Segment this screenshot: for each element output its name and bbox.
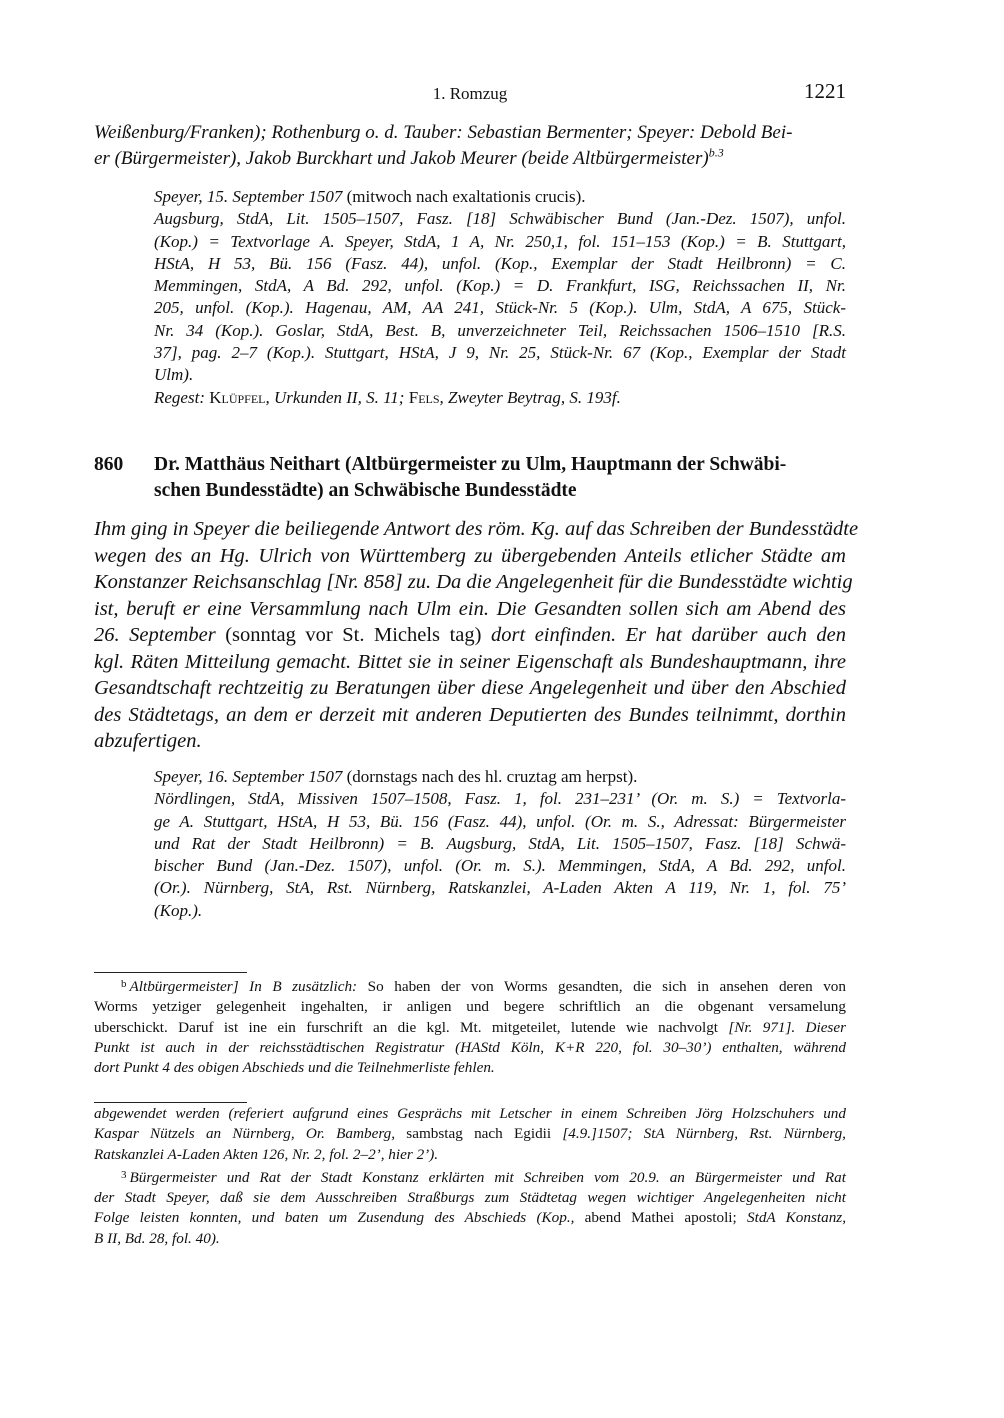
source-line: (Kop.). [154,900,203,920]
summary-line: kgl. Räten Mitteilung gemacht. Bittet sie in seiner Eigenschaft als Bundeshauptmann, ihre [94,650,846,673]
source-line: Ulm). [154,365,194,385]
continuation-text [94,120,846,172]
summary-line: abzufertigen. [94,730,202,752]
continuation-line [94,146,846,172]
running-header-section: 1. Romzug [432,84,508,103]
summary-line: Konstanzer Reichsanschlag [Nr. 858] zu. Da die Angelegenheit für die Bundesstädte wichtig [94,571,853,593]
footnote-line: Worms yetziger gelegenheit ingehalten, ir anligen und begere schriftlich an die obgenant versamelung [94,998,846,1016]
source-line: ge A. Stuttgart, HStA, H 53, Bü. 156 (Fasz. 44), unfol. (Or. m. S., Adressat: Bürgermeister [154,811,846,831]
source-line: und Rat der Stadt Heilbronn) = B. Augsburg, StdA, Lit. 1505–1507, Fasz. [18] Schwä- [154,833,846,853]
source-line: (Kop.) = Textvorlage A. Speyer, StdA, 1 A, Nr. 250,1, fol. 151–153 (Kop.) = B. Stuttgart, [154,231,846,251]
footnote-b [94,974,846,1078]
source-line: 37], pag. 2–7 (Kop.). Stuttgart, HStA, J 9, Nr. 25, Stück-Nr. 67 (Kop., Exemplar der Stadt [154,343,846,363]
source-line: (Or.). Nürnberg, StA, Rst. Nürnberg, Ratskanzlei, A-Laden Akten A 119, Nr. 1, fol. 75’ [154,878,846,898]
source-date-line [154,186,846,208]
regest-author: Fels [408,387,440,407]
summary-line: Ihm ging in Speyer die beiliegende Antwort des röm. Kg. auf das Schreiben der Bundesstädte [94,518,859,540]
document-title [154,452,846,504]
footnote-text: So haben der von Worms gesandten, die sich in ansehen deren von [357,978,846,995]
source-line: Nördlingen, StdA, Missiven 1507–1508, Fasz. 1, fol. 231–231’ (Or. m. S.) = Textvorla- [154,789,846,809]
source-date-place: Speyer, 16. September 1507 [154,767,343,786]
footnote-mark: b [121,978,127,990]
footnote-line [94,1208,846,1228]
footnote-ref: [Nr. 971]. Dieser [728,1018,846,1036]
footnote-line [94,1124,846,1144]
source-date-place: Speyer, 15. September 1507 [154,187,343,206]
footnote-line [94,1018,846,1038]
footnote-line [94,974,846,997]
summary-line: Gesandtschaft rechtzeitig zu Beratungen über diese Angelegenheit und über den Abschied [94,677,846,699]
running-header [94,79,846,108]
footnote-text: [4.9.]1507; StA Nürnberg, Rst. Nürnberg, [562,1125,846,1143]
source-line: Memmingen, StdA, A Bd. 292, unfol. (Kop.) = D. Frankfurt, ISG, Reichssachen II, Nr. [154,276,846,296]
summary-line: des Städtetags, an dem er derzeit mit anderen Deputierten des Bundes teilnimmt, dorthin [94,703,846,726]
summary-line [94,622,846,649]
footnote-rule [94,972,247,973]
footnote-text: uberschickt. Daruf ist ine ein furschrift an die kgl. Mt. mitgeteilet, lutende wie nachvolgt [94,1018,729,1036]
source-date-original: (dornstags nach des hl. cruztag am herpst). [342,767,638,786]
footnote-line: dort Punkt 4 des obigen Abschieds und die Teilnehmerliste fehlen. [94,1059,495,1077]
footnote-text: StdA Konstanz, [747,1209,846,1227]
footnote-line: der Stadt Speyer, daß sie dem Ausschreiben Straßburgs zum Städtetag wegen wichtiger Angelegenheiten nicht [94,1189,846,1207]
continuation-line: Weißenburg/Franken); Rothenburg o. d. Tauber: Sebastian Bermenter; Speyer: Debold Bei- [94,122,793,143]
document-title-line: schen Bundesstädte) an Schwäbische Bundesstädte [154,480,577,501]
source-line: bischer Bund (Jan.-Dez. 1507), unfol. (Or. m. S.). Memmingen, StdA, A Bd. 292, unfol. [154,856,846,876]
regest-work: , Zweyter Beytrag, S. 193f. [439,387,621,407]
footnote-reference[interactable]: b.3 [708,145,724,160]
page-number: 1221 [804,79,846,103]
footnote-text: Kaspar Nützels an Nürnberg, Or. Bamberg, [94,1125,396,1143]
footnotes-numeric [94,1104,846,1249]
source-apparatus-1 [154,186,846,409]
footnote-line [94,1165,846,1188]
footnote-lemma: Altbürgermeister] In B zusätzlich: [129,978,358,995]
regest-author: Klüpfel [209,387,266,407]
document-number: 860 [94,454,124,475]
footnote-date-original: abend Mathei apostoli; [574,1209,747,1227]
footnote-mark: 3 [121,1168,127,1181]
source-line: Nr. 34 (Kop.). Goslar, StdA, Best. B, unverzeichneter Teil, Reichssachen 1506–1510 [R.S. [154,320,846,340]
footnote-line: Punkt ist auch in der reichsstädtischen Registratur (HAStd Köln, K+R 220, fol. 30–30’) enthalten, während [94,1038,846,1056]
document-summary [94,516,859,755]
footnote-text: Folge leisten konnten, und baten um Zusendung des Abschieds (Kop., [94,1209,575,1227]
summary-text: dort einfinden. Er hat darüber auch den [490,624,846,646]
summary-line: wegen des an Hg. Ulrich von Württemberg zu übergebenden Anteils etlicher Städte am [94,544,846,567]
source-line: 205, unfol. (Kop.). Hagenau, AM, AA 241, Stück-Nr. 5 (Kop.). Ulm, StdA, A 675, Stück- [154,298,846,318]
footnote-line: Ratskanzlei A-Laden Akten 126, Nr. 2, fol. 2–2’, hier 2’). [94,1145,439,1163]
summary-line: ist, beruft er eine Versammlung nach Ulm ein. Die Gesandten sollen sich am Abend des [94,597,846,620]
source-date-line [154,766,846,788]
source-line: HStA, H 53, Bü. 156 (Fasz. 44), unfol. (Kop., Exemplar der Stadt Heilbronn) = C. [154,253,846,273]
summary-date: 26. September [94,624,216,646]
regest-label: Regest: [154,387,210,407]
footnote-rule [94,1102,247,1103]
footnote-line: B II, Bd. 28, fol. 40). [94,1229,220,1247]
source-apparatus-2 [154,766,846,922]
footnote-text: Bürgermeister und Rat der Stadt Konstanz erklärten mit Schreiben vom 20.9. an Bürgermeister und Rat [129,1168,846,1186]
summary-date-original: (sonntag vor St. Michels tag) [215,624,491,646]
footnote-line: abgewendet werden (referiert aufgrund eines Gesprächs mit Letscher in einem Schreiben Jörg Holzschuhers und [94,1105,846,1122]
source-date-original: (mitwoch nach exaltationis crucis). [342,187,586,206]
footnote-date-original: sambstag nach Egidii [395,1125,563,1143]
source-line: Augsburg, StdA, Lit. 1505–1507, Fasz. [18] Schwäbischer Bund (Jan.-Dez. 1507), unfol. [154,209,846,229]
regest-work: , Urkunden II, S. 11; [265,387,409,407]
continuation-line-text: er (Bürgermeister), Jakob Burckhart und Jakob Meurer (beide Altbürgermeister) [94,148,709,169]
regest-line [154,387,846,409]
document-title-line: Dr. Matthäus Neithart (Altbürgermeister zu Ulm, Hauptmann der Schwäbi- [154,454,787,475]
